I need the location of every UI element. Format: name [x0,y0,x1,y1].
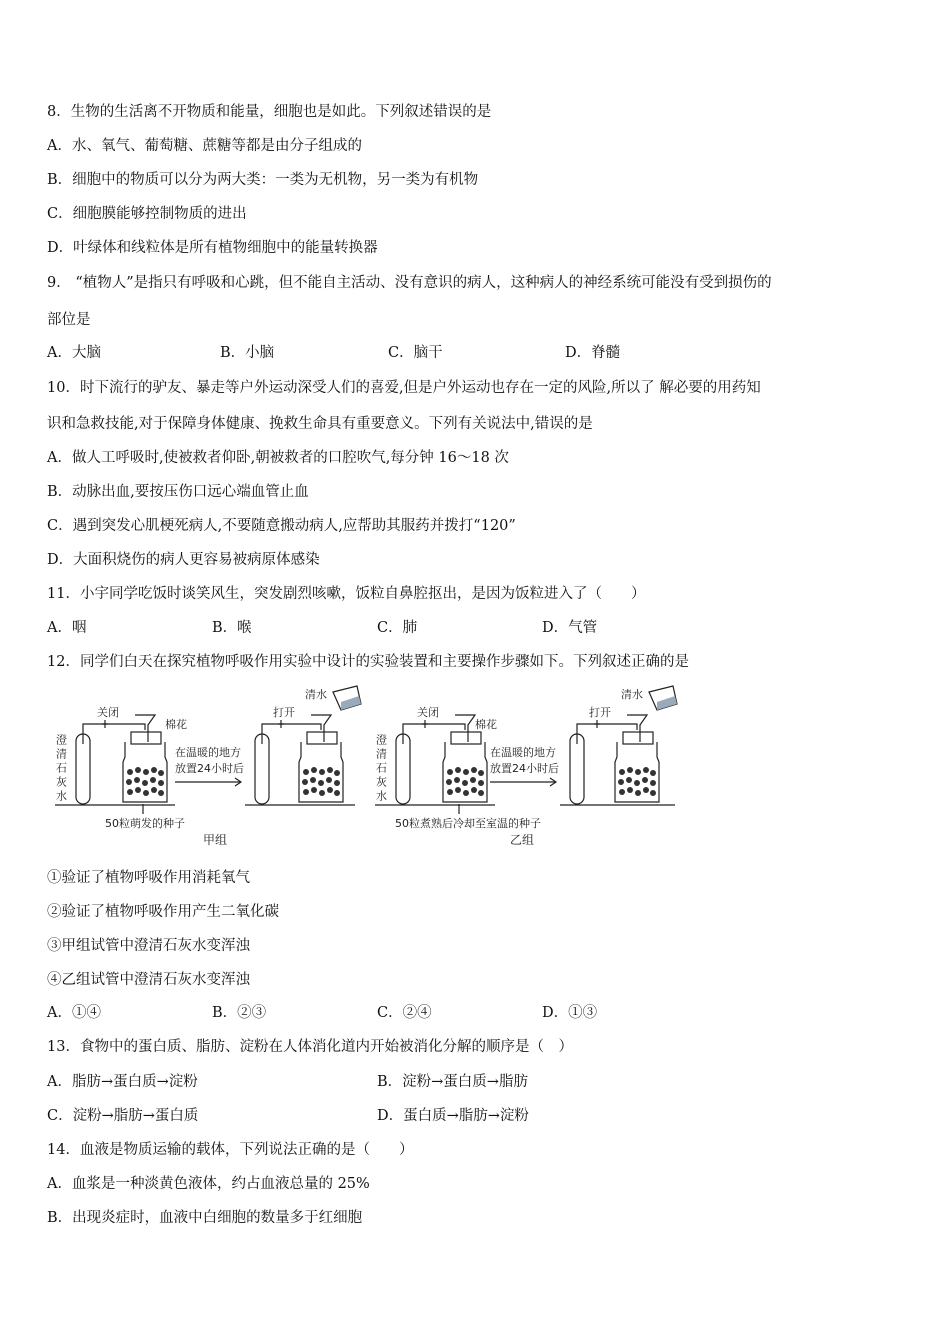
cotton-label-3: 棉花 [475,718,497,731]
group-label-a: 甲组 [203,833,228,847]
water-label-4: 清水 [621,688,643,701]
arrow-text-1b: 放置24小时后 [175,762,244,775]
q10-stem-line2: 识和急救技能,对于保障身体健康、挽救生命具有重要意义。下列有关说法中,错误的是 [47,416,593,432]
q12-option-d: D．①③ [542,1005,598,1021]
q9-stem-line2: 部位是 [47,312,91,328]
q12-statement-4: ④乙组试管中澄清石灰水变浑浊 [47,972,250,988]
q8-option-b: B．细胞中的物质可以分为两大类：一类为无机物，另一类为有机物 [47,172,479,188]
seeds-label-b: 50粒煮熟后冷却至室温的种子 [395,817,541,830]
q8-option-d: D．叶绿体和线粒体是所有植物细胞中的能量转换器 [47,240,378,256]
q14-option-b: B．出现炎症时，血液中白细胞的数量多于红细胞 [47,1210,363,1226]
limewater-label-1: 澄清石灰水 [55,734,68,804]
q11-stem: 11．小宇同学吃饭时谈笑风生，突发剧烈咳嗽，饭粒自鼻腔抠出，是因为饭粒进入了（ ） [47,586,646,602]
q8-option-c: C．细胞膜能够控制物质的进出 [47,206,247,222]
q12-statement-3: ③甲组试管中澄清石灰水变浑浊 [47,938,250,954]
q13-stem: 13．食物中的蛋白质、脂肪、淀粉在人体消化道内开始被消化分解的顺序是（ ） [47,1039,573,1055]
q8-option-a: A．水、氧气、葡萄糖、蔗糖等都是由分子组成的 [47,138,362,154]
q10-option-d: D．大面积烧伤的病人更容易被病原体感染 [47,552,320,568]
q10-option-b: B．动脉出血,要按压伤口远心端血管止血 [47,484,309,500]
q10-stem-line1: 10．时下流行的驴友、暴走等户外运动深受人们的喜爱,但是户外运动也存在一定的风险,所以了 解必要的用药知 [47,380,761,396]
q12-statement-2: ②验证了植物呼吸作用产生二氧化碳 [47,904,279,920]
q14-option-a: A．血浆是一种淡黄色液体，约占血液总量的 25% [47,1176,370,1192]
q11-option-b: B．喉 [212,620,252,636]
q9-stem-line1: 9． “植物人”是指只有呼吸和心跳，但不能自主活动、没有意识的病人，这种病人的神经系统可能没有受到损伤的 [47,275,772,291]
q13-option-c: C．淀粉→脂肪→蛋白质 [47,1108,199,1124]
q9-option-a: A．大脑 [47,345,101,361]
arrow-text-2a: 在温暖的地方 [490,746,556,759]
limewater-label-3: 澄清石灰水 [374,734,388,804]
q10-option-a: A．做人工呼吸时,使被救者仰卧,朝被救者的口腔吹气,每分钟 16～18 次 [47,450,509,466]
q13-option-b: B．淀粉→蛋白质→脂肪 [377,1074,528,1090]
q11-option-c: C．肺 [377,620,418,636]
arrow-text-1a: 在温暖的地方 [175,746,241,759]
q12-stem: 12．同学们白天在探究植物呼吸作用实验中设计的实验装置和主要操作步骤如下。下列叙述正确的是 [47,654,689,670]
open-label-4: 打开 [589,706,611,719]
q9-option-c: C．脑干 [388,345,443,361]
q12-option-a: A．①④ [47,1005,101,1021]
arrow-text-2b: 放置24小时后 [490,762,559,775]
q11-option-a: A．咽 [47,620,87,636]
q9-option-d: D．脊髓 [565,345,621,361]
q12-option-b: B．②③ [212,1005,267,1021]
open-label-2: 打开 [273,706,295,719]
q14-stem: 14．血液是物质运输的载体，下列说法正确的是（ ） [47,1142,414,1158]
q12-statement-1: ①验证了植物呼吸作用消耗氧气 [47,870,250,886]
q13-option-a: A．脂肪→蛋白质→淀粉 [47,1074,198,1090]
experiment-figure [55,682,695,852]
q12-option-c: C．②④ [377,1005,432,1021]
cotton-label-1: 棉花 [165,718,187,731]
q10-option-c: C．遇到突发心肌梗死病人,不要随意搬动病人,应帮助其服药并拨打“120” [47,518,516,534]
q8-stem: 8．生物的生活离不开物质和能量，细胞也是如此。下列叙述错误的是 [47,104,492,120]
q9-option-b: B．小脑 [220,345,275,361]
seeds-label-a: 50粒萌发的种子 [105,817,185,830]
close-label-1: 关闭 [97,706,119,719]
group-label-b: 乙组 [510,833,535,847]
water-label-2: 清水 [305,688,327,701]
q11-option-d: D．气管 [542,620,598,636]
close-label-3: 关闭 [417,706,439,719]
q13-option-d: D．蛋白质→脂肪→淀粉 [377,1108,529,1124]
